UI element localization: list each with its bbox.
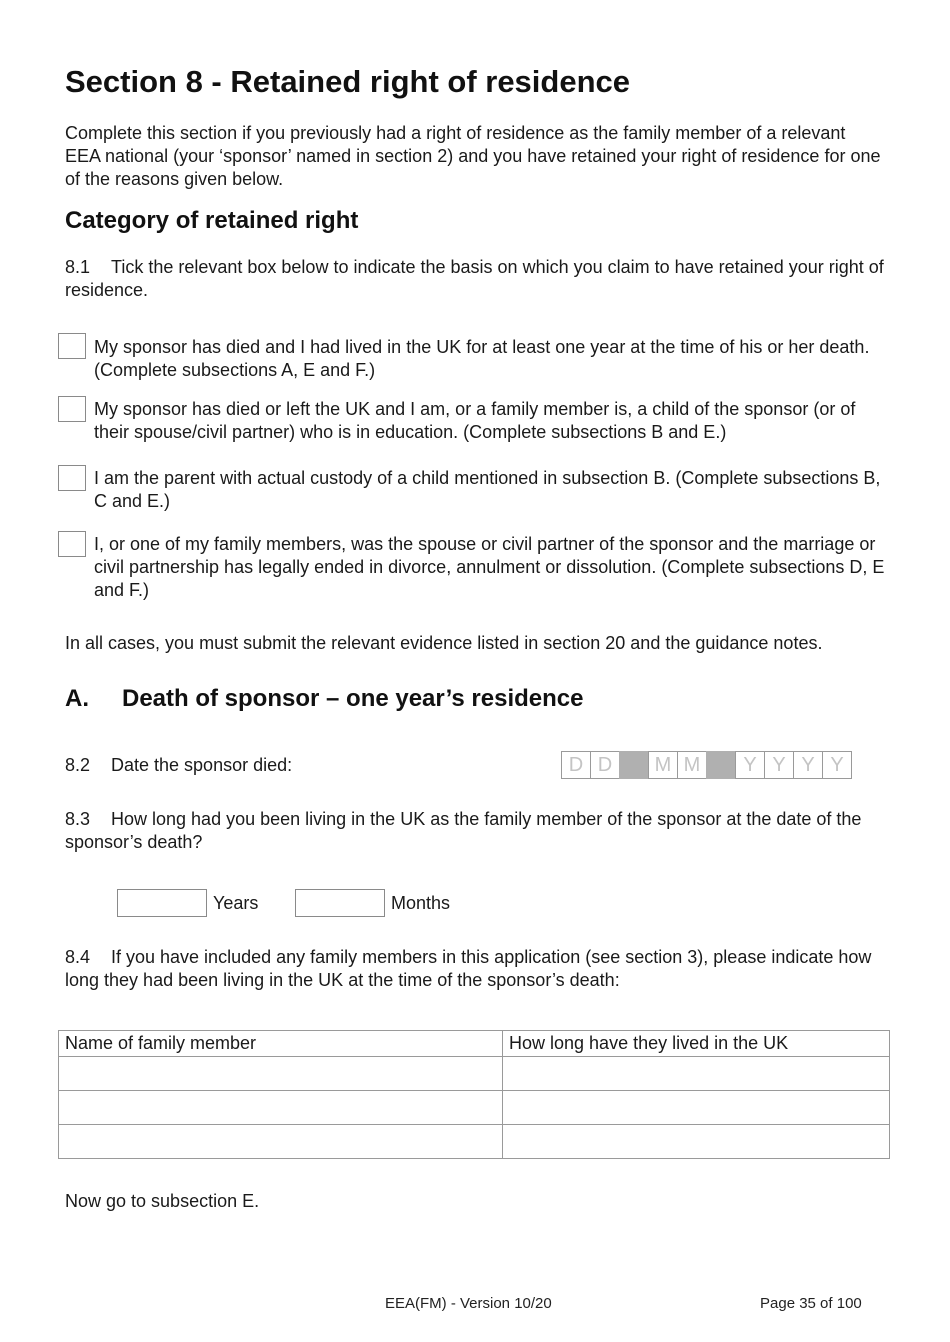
year-digit-2[interactable]: Y (764, 751, 794, 779)
table-row (59, 1125, 890, 1159)
form-version: EEA(FM) - Version 10/20 (385, 1295, 552, 1312)
table-row (59, 1091, 890, 1125)
option-4-label: I, or one of my family members, was the spouse or civil partner of the sponsor and the marriage or civil partnership has legally ended in divorce, annulment or dissolution. (Complete subsections D, E and F.) (94, 534, 885, 600)
question-text: Date the sponsor died: (111, 755, 293, 775)
next-instruction: Now go to subsection E. (65, 1191, 260, 1211)
month-digit-2[interactable]: M (677, 751, 707, 779)
section-title: Section 8 - Retained right of residence (65, 64, 631, 99)
family-member-name-cell[interactable] (59, 1091, 503, 1125)
column-header-name: Name of family member (59, 1031, 503, 1057)
table-row (59, 1057, 890, 1091)
question-number: 8.4 (65, 947, 91, 967)
month-digit-1[interactable]: M (648, 751, 678, 779)
family-member-name-cell[interactable] (59, 1125, 503, 1159)
option-1-label: My sponsor has died and I had lived in the UK for at least one year at the time of his or her death. (Complete subsections A, E and F.) (94, 337, 870, 380)
residence-duration-cell[interactable] (503, 1091, 890, 1125)
category-heading: Category of retained right (65, 207, 359, 234)
residence-duration-cell[interactable] (503, 1057, 890, 1091)
question-text: How long had you been living in the UK as the family member of the sponsor at the date of the sponsor’s death? (65, 809, 862, 852)
option-4-checkbox[interactable] (58, 531, 86, 557)
question-number: 8.3 (65, 809, 91, 829)
question-number: 8.1 (65, 257, 91, 277)
table-header-row (59, 1031, 890, 1057)
subsection-a-heading (65, 685, 584, 713)
page-number: Page 35 of 100 (760, 1295, 862, 1312)
family-member-name-cell[interactable] (59, 1057, 503, 1091)
option-1-checkbox[interactable] (58, 333, 86, 359)
option-3-checkbox[interactable] (58, 465, 86, 491)
column-header-duration: How long have they lived in the UK (503, 1031, 890, 1057)
option-2-checkbox[interactable] (58, 396, 86, 422)
day-digit-1[interactable]: D (561, 751, 591, 779)
question-number: 8.2 (65, 755, 91, 775)
year-digit-4[interactable]: Y (822, 751, 852, 779)
question-8-2 (65, 754, 292, 777)
day-digit-2[interactable]: D (590, 751, 620, 779)
subsection-letter: A. (65, 685, 89, 712)
question-8-1 (65, 256, 885, 302)
question-text: If you have included any family members in this application (see section 3), please indicate how long they had been living in the UK at the time of the sponsor’s death: (65, 947, 872, 990)
question-text: Tick the relevant box below to indicate the basis on which you claim to have retained your right of residence. (65, 257, 884, 300)
months-label: Months (391, 893, 451, 913)
date-separator (619, 751, 649, 779)
family-members-table (58, 1030, 890, 1159)
year-digit-1[interactable]: Y (735, 751, 765, 779)
year-digit-3[interactable]: Y (793, 751, 823, 779)
option-3-label: I am the parent with actual custody of a child mentioned in subsection B. (Complete subsections B, C and E.) (94, 468, 881, 511)
question-8-4 (65, 946, 895, 992)
residence-duration-cell[interactable] (503, 1125, 890, 1159)
intro-text: Complete this section if you previously had a right of residence as the family member of a relevant EEA national (your ‘sponsor’ named in section 2) and you have retained your right of residence for one of the reasons given below. (65, 123, 881, 189)
months-input[interactable] (295, 889, 385, 917)
option-2-label: My sponsor has died or left the UK and I am, or a family member is, a child of the sponsor (or of their spouse/civil partner) who is in education. (Complete subsections B and E.) (94, 399, 856, 442)
date-of-death-input[interactable] (562, 751, 852, 779)
years-input[interactable] (117, 889, 207, 917)
all-cases-note: In all cases, you must submit the relevant evidence listed in section 20 and the guidance notes. (65, 633, 823, 653)
subsection-title: Death of sponsor – one year’s residence (122, 685, 584, 712)
date-separator (706, 751, 736, 779)
years-label: Years (213, 893, 259, 913)
question-8-3 (65, 808, 895, 854)
